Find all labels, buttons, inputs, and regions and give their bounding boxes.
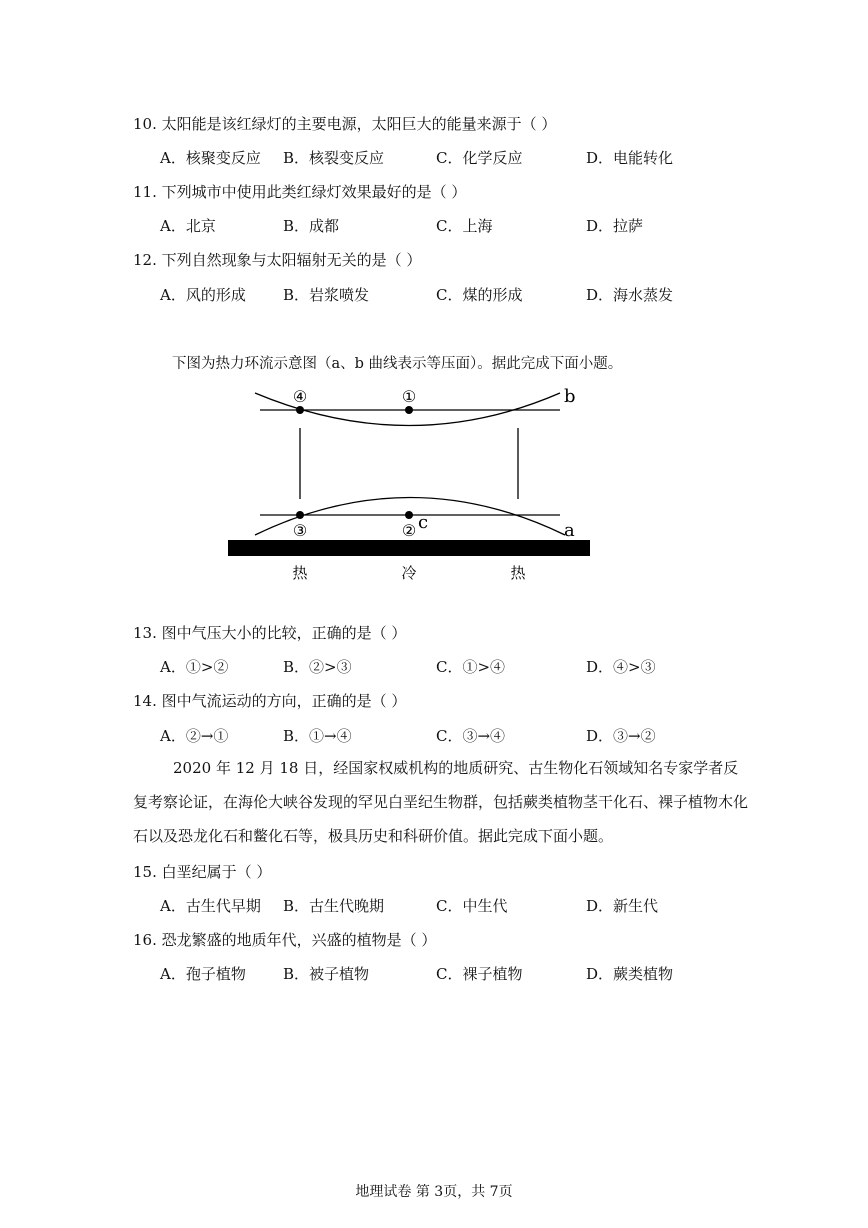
reading-passage: 2020 年 12 月 18 日，经国家权威机构的地质研究、古生物化石领域知名专家学者反复考察论证，在海伦大峡谷发现的罕见白垩纪生物群，包括蕨类植物茎干化石、裸子植物木化石以及恐龙化石和鳖化石等，极具历史和科研价值。据此完成下面小题。 (133, 759, 749, 845)
question-15-option-d: D．新生代 (586, 897, 659, 915)
isobar-c-label: c (418, 512, 429, 533)
point-3-dot (296, 511, 304, 519)
point-2-label: ② (401, 521, 417, 540)
question-15-stem: 15. 白垩纪属于（ ） (133, 863, 272, 881)
thermal-circulation-diagram (0, 0, 868, 600)
question-12-stem: 12. 下列自然现象与太阳辐射无关的是（ ） (133, 251, 422, 269)
point-4-dot (296, 406, 304, 414)
question-12-option-b: B．岩浆喷发 (283, 286, 370, 304)
question-16-option-a: A．孢子植物 (160, 965, 246, 983)
question-12-option-a: A．风的形成 (160, 286, 246, 304)
ground-label-middle: 冷 (401, 564, 417, 582)
question-14-option-b: B．①→④ (283, 727, 352, 745)
question-14-stem: 14. 图中气流运动的方向，正确的是（ ） (133, 692, 407, 710)
question-10-option-a: A．核聚变反应 (160, 149, 261, 167)
point-4-label: ④ (292, 387, 308, 406)
question-15-option-b: B．古生代晚期 (283, 897, 385, 915)
ground-label-right: 热 (510, 564, 526, 582)
question-15-option-a: A．古生代早期 (160, 897, 261, 915)
question-16-option-b: B．被子植物 (283, 965, 370, 983)
question-12-option-c: C．煤的形成 (436, 286, 523, 304)
page-footer: 地理试卷 第 3页，共 7页 (355, 1184, 513, 1200)
point-1-dot (405, 406, 413, 414)
question-13-option-b: B．②>③ (283, 658, 352, 676)
question-10-option-b: B．核裂变反应 (283, 149, 385, 167)
question-11-stem: 11. 下列城市中使用此类红绿灯效果最好的是（ ） (133, 183, 467, 201)
question-11-option-d: D．拉萨 (586, 217, 644, 235)
question-11-option-b: B．成都 (283, 217, 340, 235)
question-13-option-d: D．④>③ (586, 658, 656, 676)
diagram-caption: 下图为热力环流示意图（a、b 曲线表示等压面）。据此完成下面小题。 (172, 356, 623, 372)
point-2-dot (405, 511, 413, 519)
isobar-a-label: a (564, 520, 575, 541)
question-11-option-c: C．上海 (436, 217, 493, 235)
question-14-option-a: A．②→① (160, 727, 229, 745)
question-16-option-c: C．裸子植物 (436, 965, 523, 983)
question-13-option-a: A．①>② (160, 658, 229, 676)
ground-surface (228, 540, 590, 556)
question-15-option-c: C．中生代 (436, 897, 508, 915)
question-10-option-c: C．化学反应 (436, 149, 523, 167)
question-13-option-c: C．①>④ (436, 658, 506, 676)
question-10-stem: 10. 太阳能是该红绿灯的主要电源，太阳巨大的能量来源于（ ） (133, 115, 557, 133)
question-11-option-a: A．北京 (160, 217, 216, 235)
question-12-option-d: D．海水蒸发 (586, 286, 674, 304)
point-1-label: ① (401, 387, 417, 406)
question-14-option-c: C．③→④ (436, 727, 506, 745)
question-10-option-d: D．电能转化 (586, 149, 674, 167)
question-14-option-d: D．③→② (586, 727, 656, 745)
question-16-stem: 16. 恐龙繁盛的地质年代，兴盛的植物是（ ） (133, 931, 437, 949)
question-16-option-d: D．蕨类植物 (586, 965, 674, 983)
isobar-b-label: b (564, 386, 576, 407)
ground-label-left: 热 (292, 564, 308, 582)
question-13-stem: 13. 图中气压大小的比较，正确的是（ ） (133, 624, 407, 642)
point-3-label: ③ (292, 521, 308, 540)
